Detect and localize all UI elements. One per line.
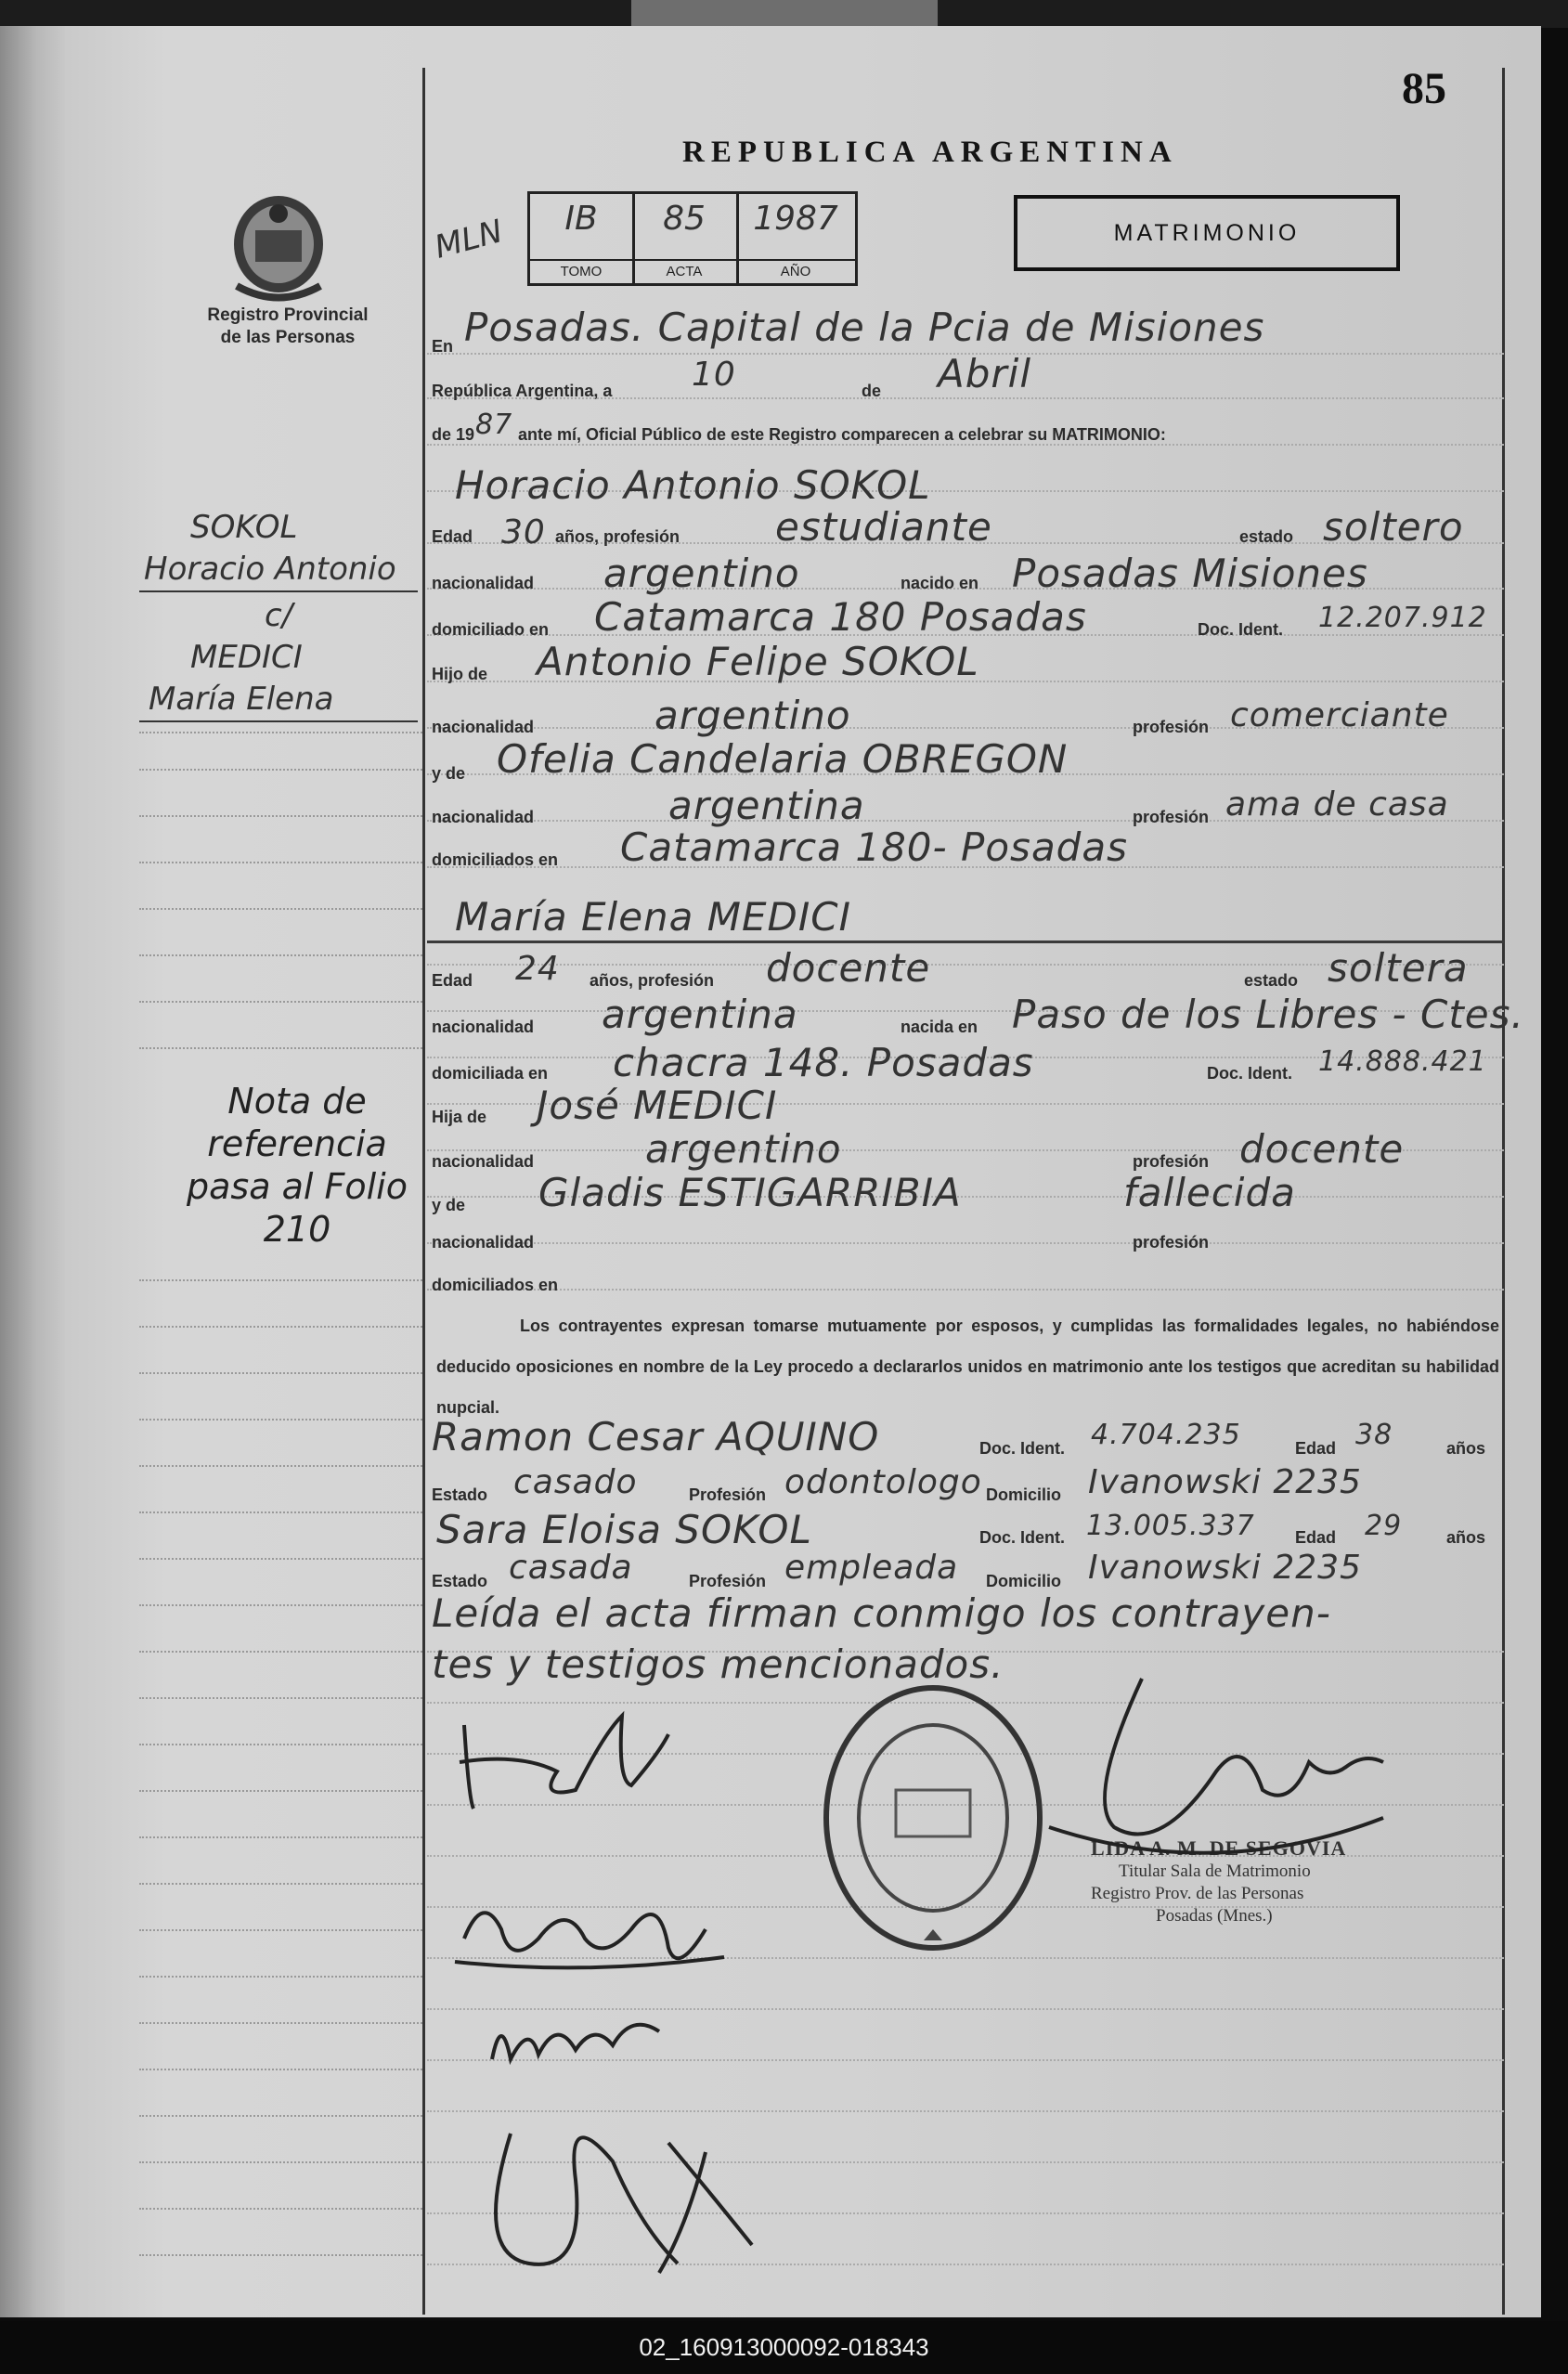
groom-parents-dom-label: domiciliados en <box>432 850 559 869</box>
groom-father-nationality: argentino <box>654 693 851 738</box>
witness2-anos-label: años <box>1446 1528 1486 1547</box>
witness1-signature-icon <box>473 2004 678 2087</box>
witness2-dom-label: Domicilio <box>986 1572 1062 1590</box>
bride-full-name: María Elena MEDICI <box>455 894 851 940</box>
day-value: 10 <box>692 356 736 394</box>
officer-city: Posadas (Mnes.) <box>1156 1906 1273 1926</box>
note-line3: pasa al Folio <box>187 1166 408 1207</box>
de-label: de <box>862 382 882 400</box>
place-value: Posadas. Capital de la Pcia de Misiones <box>464 305 1265 350</box>
witness2-address: Ivanowski 2235 <box>1088 1549 1362 1587</box>
margin-note <box>162 1080 432 1251</box>
witness2-edad-label: Edad <box>1295 1528 1337 1547</box>
note-line4: 210 <box>263 1209 331 1250</box>
acta-value: 85 <box>663 200 706 238</box>
note-line2: referencia <box>207 1123 387 1164</box>
groom-nacido-label: nacido en <box>901 574 979 592</box>
groom-nationality-label: nacionalidad <box>432 574 535 592</box>
top-edge <box>0 0 1568 28</box>
margin-bride-surname: MEDICI <box>190 639 303 676</box>
bride-signature-icon <box>446 1874 743 1985</box>
year-prefix: de 19 <box>432 425 475 444</box>
tomo-value: IB <box>564 200 598 238</box>
bride-age: 24 <box>515 950 560 988</box>
witness1-anos-label: años <box>1446 1439 1486 1458</box>
bride-mother-status: fallecida <box>1123 1170 1296 1215</box>
bride-nationality: argentina <box>602 992 798 1037</box>
groom-anos-label: años, profesión <box>555 527 680 546</box>
anio-label: AÑO <box>736 259 855 283</box>
bride-profession: docente <box>766 945 931 991</box>
groom-profession: estudiante <box>775 504 992 550</box>
note-line1: Nota de <box>227 1081 367 1122</box>
groom-mother-prof-label: profesión <box>1133 808 1210 826</box>
bride-address: chacra 148. Posadas <box>613 1040 1034 1085</box>
groom-full-name: Horacio Antonio SOKOL <box>455 462 931 508</box>
closing-line1: Leída el acta firman conmigo los contrayen- <box>432 1590 1331 1636</box>
witness2-prof-label: Profesión <box>689 1572 767 1590</box>
bride-father-prof-label: profesión <box>1133 1152 1210 1171</box>
witness2-status: casada <box>509 1549 633 1587</box>
anio-value: 1987 <box>753 200 838 238</box>
groom-father-name: Antonio Felipe SOKOL <box>537 639 979 684</box>
margin-connector: c/ <box>265 597 293 634</box>
witness2-age: 29 <box>1365 1510 1403 1542</box>
witness1-prof-label: Profesión <box>689 1485 767 1504</box>
bride-mother-prof-label: profesión <box>1133 1233 1210 1252</box>
witness1-status: casado <box>513 1463 638 1501</box>
bride-anos-label: años, profesión <box>590 971 715 990</box>
groom-doc-label: Doc. Ident. <box>1198 620 1284 639</box>
intro-statement: ante mí, Oficial Público de este Registro comparecen a celebrar su MATRIMONIO: <box>518 425 1166 444</box>
witness1-name: Ramon Cesar AQUINO <box>432 1414 880 1459</box>
bride-civil-status: soltera <box>1328 945 1469 991</box>
register-page <box>0 26 1541 2317</box>
groom-father-profession: comerciante <box>1230 696 1449 734</box>
witness2-doc: 13.005.337 <box>1086 1510 1255 1542</box>
groom-parents-address: Catamarca 180- Posadas <box>620 824 1128 870</box>
republica-label: República Argentina, a <box>432 382 613 400</box>
groom-nationality: argentino <box>603 551 800 596</box>
bride-father-nationality: argentino <box>645 1126 842 1172</box>
groom-domicilio-label: domiciliado en <box>432 620 550 639</box>
tomo-cell <box>530 194 635 283</box>
witness1-edad-label: Edad <box>1295 1439 1337 1458</box>
right-border <box>1502 68 1505 2315</box>
closing-line2: tes y testigos mencionados. <box>432 1641 1004 1687</box>
witness2-signature-icon <box>473 2087 826 2301</box>
registry-name <box>176 305 399 349</box>
year-suffix: 87 <box>475 409 513 441</box>
bride-mother-name: Gladis ESTIGARRIBIA <box>538 1170 962 1215</box>
groom-father-prof-label: profesión <box>1133 718 1210 736</box>
book-binding <box>0 26 65 2317</box>
margin-groom-given: Horacio Antonio <box>144 551 396 588</box>
officer-name: LIDA A. M. DE SEGOVIA <box>1091 1836 1347 1860</box>
bride-doc-label: Doc. Ident. <box>1207 1064 1293 1083</box>
country-heading: REPUBLICA ARGENTINA <box>682 136 1178 169</box>
margin-bride-given: María Elena <box>149 681 334 718</box>
groom-estado-label: estado <box>1239 527 1294 546</box>
bride-domicilio-label: domiciliada en <box>432 1064 549 1083</box>
groom-civil-status: soltero <box>1323 504 1464 550</box>
witness1-dom-label: Domicilio <box>986 1485 1062 1504</box>
groom-yde-label: y de <box>432 764 466 783</box>
registry-line2: de las Personas <box>220 328 356 347</box>
section-divider <box>427 941 1504 943</box>
acta-cell <box>632 194 739 283</box>
groom-father-nat-label: nacionalidad <box>432 718 535 736</box>
mln-annotation: MLN <box>431 213 507 266</box>
officer-title: Titular Sala de Matrimonio <box>1119 1862 1311 1881</box>
witness2-profession: empleada <box>784 1549 959 1587</box>
registry-line1: Registro Provincial <box>207 305 369 325</box>
officer-registry: Registro Prov. de las Personas <box>1091 1884 1304 1903</box>
groom-hijo-label: Hijo de <box>432 665 488 683</box>
groom-mother-name: Ofelia Candelaria OBREGON <box>497 736 1069 782</box>
tomo-label: TOMO <box>530 259 632 283</box>
bride-mother-nat-label: nacionalidad <box>432 1233 535 1252</box>
anio-cell <box>736 194 855 283</box>
witness2-name: Sara Eloisa SOKOL <box>436 1507 812 1552</box>
witness1-address: Ivanowski 2235 <box>1088 1463 1362 1501</box>
declaration-text: Los contrayentes expresan tomarse mutuamente por esposos, y cumplidas las formalidades legales, no habiéndose deducido oposiciones en nombre de la Ley procedo a declararlos unidos en matrimonio ante los testigos que acreditan su habilidad nupcial. <box>436 1317 1499 1417</box>
groom-edad-label: Edad <box>432 527 473 546</box>
en-label: En <box>432 337 454 356</box>
bride-nationality-label: nacionalidad <box>432 1018 535 1036</box>
official-seal-icon <box>817 1679 1049 1957</box>
bride-parents-dom-label: domiciliados en <box>432 1276 559 1294</box>
margin-groom-surname: SOKOL <box>190 509 298 546</box>
image-caption: 02_160913000092-018343 <box>0 2321 1568 2374</box>
groom-address: Catamarca 180 Posadas <box>594 594 1087 640</box>
witness1-doc: 4.704.235 <box>1091 1419 1241 1451</box>
witness1-age: 38 <box>1355 1419 1393 1451</box>
acta-label: ACTA <box>632 259 736 283</box>
witness2-estado-label: Estado <box>432 1572 488 1590</box>
groom-mother-profession: ama de casa <box>1225 785 1449 824</box>
bride-father-name: José MEDICI <box>537 1083 778 1128</box>
act-type-box: MATRIMONIO <box>1014 195 1400 271</box>
bride-yde-label: y de <box>432 1196 466 1214</box>
bride-edad-label: Edad <box>432 971 473 990</box>
officer-signature-icon <box>1030 1660 1402 1892</box>
page-number: 85 <box>1402 64 1446 113</box>
groom-birthplace: Posadas Misiones <box>1012 551 1368 596</box>
groom-signature-icon <box>446 1697 687 1827</box>
provincial-crest-icon <box>223 193 334 309</box>
witness1-estado-label: Estado <box>432 1485 488 1504</box>
witness1-doc-label: Doc. Ident. <box>979 1439 1066 1458</box>
groom-age: 30 <box>501 513 546 551</box>
groom-document: 12.207.912 <box>1318 602 1487 634</box>
groom-mother-nationality: argentina <box>668 783 865 828</box>
bride-father-nat-label: nacionalidad <box>432 1152 535 1171</box>
tomo-acta-year-box <box>527 191 858 286</box>
groom-mother-nat-label: nacionalidad <box>432 808 535 826</box>
witness2-doc-label: Doc. Ident. <box>979 1528 1066 1547</box>
bride-father-profession: docente <box>1239 1126 1405 1172</box>
bride-birthplace: Paso de los Libres - Ctes. <box>1012 992 1524 1037</box>
bride-document: 14.888.421 <box>1318 1045 1487 1078</box>
witness1-profession: odontologo <box>784 1463 982 1501</box>
month-value: Abril <box>938 351 1031 396</box>
bride-estado-label: estado <box>1244 971 1299 990</box>
bride-nacida-label: nacida en <box>901 1018 978 1036</box>
bride-hija-label: Hija de <box>432 1108 487 1126</box>
